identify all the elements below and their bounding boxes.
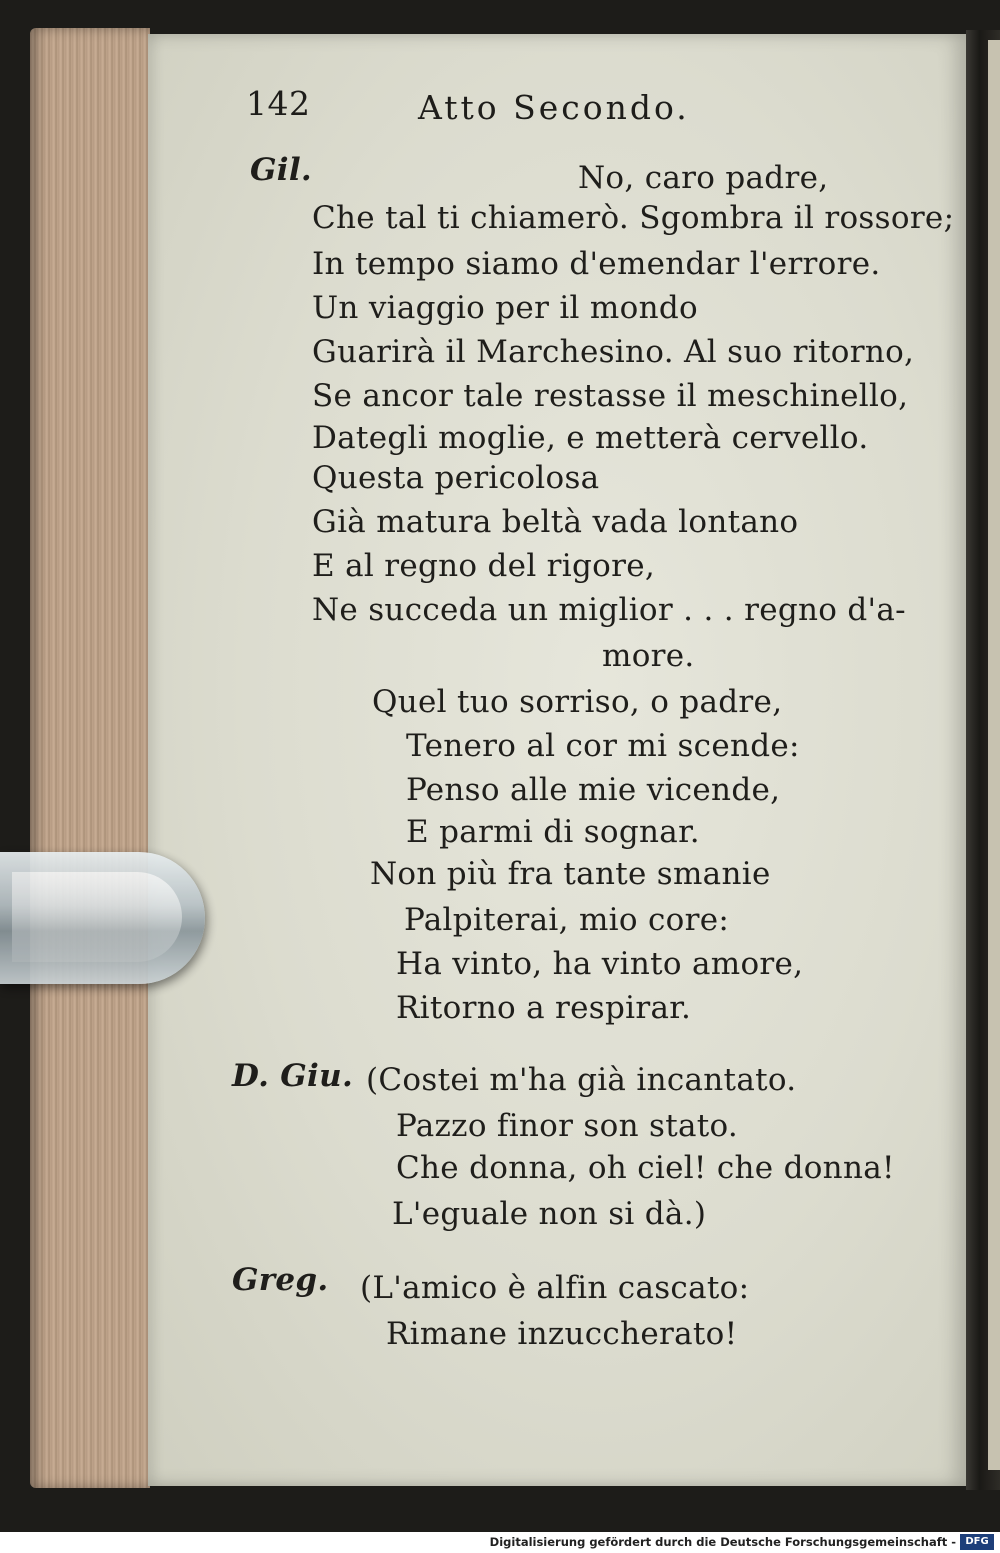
verse-line: L'eguale non si dà.) xyxy=(392,1196,707,1232)
book-page-edges xyxy=(30,28,150,1488)
running-head: Atto Secondo. xyxy=(418,88,690,127)
verse-line: Pazzo finor son stato. xyxy=(396,1108,739,1144)
verse-line: Palpiterai, mio core: xyxy=(404,902,730,938)
verse-line: Tenero al cor mi scende: xyxy=(406,728,800,764)
verse-line: Che donna, oh ciel! che donna! xyxy=(396,1150,895,1186)
verse-line: Ne succeda un miglior . . . regno d'a- xyxy=(312,592,906,628)
verse-line: E parmi di sognar. xyxy=(406,814,700,850)
verse-line: (L'amico è alfin cascato: xyxy=(360,1270,750,1306)
page-clip-highlight xyxy=(12,872,182,962)
verse-line: Questa pericolosa xyxy=(312,460,600,496)
verse-line: In tempo siamo d'emendar l'errore. xyxy=(312,246,881,282)
verse-line: Un viaggio per il mondo xyxy=(312,290,698,326)
verse-line: more. xyxy=(602,638,695,674)
page-clip-tab xyxy=(0,852,205,984)
page-number: 142 xyxy=(246,84,311,123)
verse-line: Guarirà il Marchesino. Al suo ritorno, xyxy=(312,334,915,370)
verse-line: Ha vinto, ha vinto amore, xyxy=(396,946,804,982)
page-header xyxy=(246,84,746,134)
verse-line: Non più fra tante smanie xyxy=(370,856,771,892)
speaker-label: D. Giu. xyxy=(232,1058,354,1094)
verse-line: Ritorno a respirar. xyxy=(396,990,692,1026)
verse-line: Dategli moglie, e metterà cervello. xyxy=(312,420,869,456)
verse-line: Quel tuo sorriso, o padre, xyxy=(372,684,783,720)
funding-credit: Digitalisierung gefördert durch die Deutsche Forschungsgemeinschaft - xyxy=(489,1535,956,1549)
verse-line: Se ancor tale restasse il meschinello, xyxy=(312,378,909,414)
verse-line: E al regno del rigore, xyxy=(312,548,656,584)
next-page-edge xyxy=(988,40,1000,1470)
verse-line: (Costei m'ha già incantato. xyxy=(366,1062,797,1098)
dfg-logo: DFG xyxy=(960,1534,994,1550)
verse-line: Già matura beltà vada lontano xyxy=(312,504,799,540)
verse-line: Che tal ti chiamerò. Sgombra il rossore; xyxy=(312,200,955,236)
verse-line: Penso alle mie vicende, xyxy=(406,772,781,808)
footer-bar xyxy=(0,1532,1000,1553)
speaker-label: Greg. xyxy=(232,1262,329,1298)
speaker-label: Gil. xyxy=(250,152,313,188)
verse-line: No, caro padre, xyxy=(578,160,829,196)
verse-line: Rimane inzuccherato! xyxy=(386,1316,738,1352)
